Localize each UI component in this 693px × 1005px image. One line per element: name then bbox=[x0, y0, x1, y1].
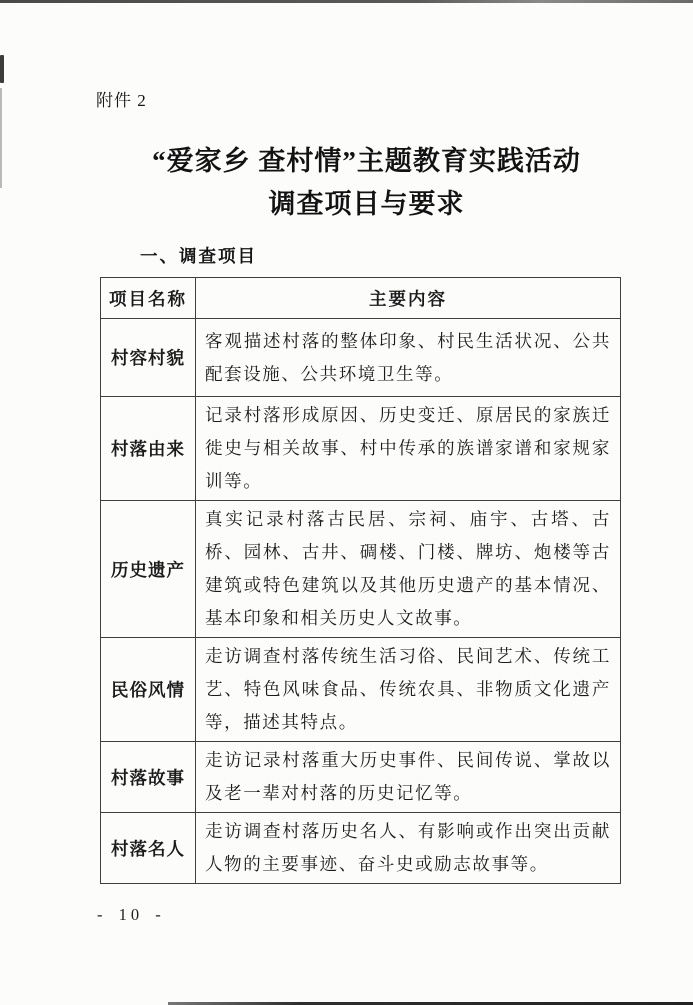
item-name-cell: 历史遗产 bbox=[101, 501, 196, 638]
table-row bbox=[101, 501, 621, 638]
survey-items-table bbox=[100, 277, 621, 884]
column-header-item-name: 项目名称 bbox=[101, 278, 196, 319]
document-title-line2: 调查项目与要求 bbox=[268, 189, 465, 219]
table-row bbox=[101, 397, 621, 501]
section-heading: 一、调查项目 bbox=[140, 246, 257, 266]
scan-edge-artifact-left-faint bbox=[0, 88, 2, 188]
table-header-row bbox=[101, 278, 621, 319]
table-row bbox=[101, 319, 621, 397]
table-row bbox=[101, 742, 621, 813]
item-content-cell: 客观描述村落的整体印象、村民生活状况、公共配套设施、公共环境卫生等。 bbox=[196, 319, 621, 397]
scan-edge-artifact-left bbox=[0, 55, 4, 83]
item-content-cell: 走访记录村落重大历史事件、民间传说、掌故以及老一辈对村落的历史记忆等。 bbox=[196, 742, 621, 813]
column-header-main-content: 主要内容 bbox=[196, 278, 621, 319]
page-number: - 10 - bbox=[97, 905, 165, 924]
table-row bbox=[101, 813, 621, 884]
attachment-label: 附件 2 bbox=[96, 91, 147, 110]
document-title bbox=[60, 140, 673, 226]
item-name-cell: 村容村貌 bbox=[101, 319, 196, 397]
scan-edge-artifact-top bbox=[0, 0, 693, 3]
item-name-cell: 村落故事 bbox=[101, 742, 196, 813]
item-name-cell: 民俗风情 bbox=[101, 638, 196, 742]
item-name-cell: 村落由来 bbox=[101, 397, 196, 501]
item-content-cell: 真实记录村落古民居、宗祠、庙宇、古塔、古桥、园林、古井、碉楼、门楼、牌坊、炮楼等古建筑或特色建筑以及其他历史遗产的基本情况、基本印象和相关历史人文故事。 bbox=[196, 501, 621, 638]
item-content-cell: 走访调查村落历史名人、有影响或作出突出贡献人物的主要事迹、奋斗史或励志故事等。 bbox=[196, 813, 621, 884]
item-name-cell: 村落名人 bbox=[101, 813, 196, 884]
item-content-cell: 记录村落形成原因、历史变迁、原居民的家族迁徙史与相关故事、村中传承的族谱家谱和家规家训等。 bbox=[196, 397, 621, 501]
table-row bbox=[101, 638, 621, 742]
item-content-cell: 走访调查村落传统生活习俗、民间艺术、传统工艺、特色风味食品、传统农具、非物质文化遗产等，描述其特点。 bbox=[196, 638, 621, 742]
document-title-line1: “爱家乡 查村情”主题教育实践活动 bbox=[152, 146, 581, 176]
